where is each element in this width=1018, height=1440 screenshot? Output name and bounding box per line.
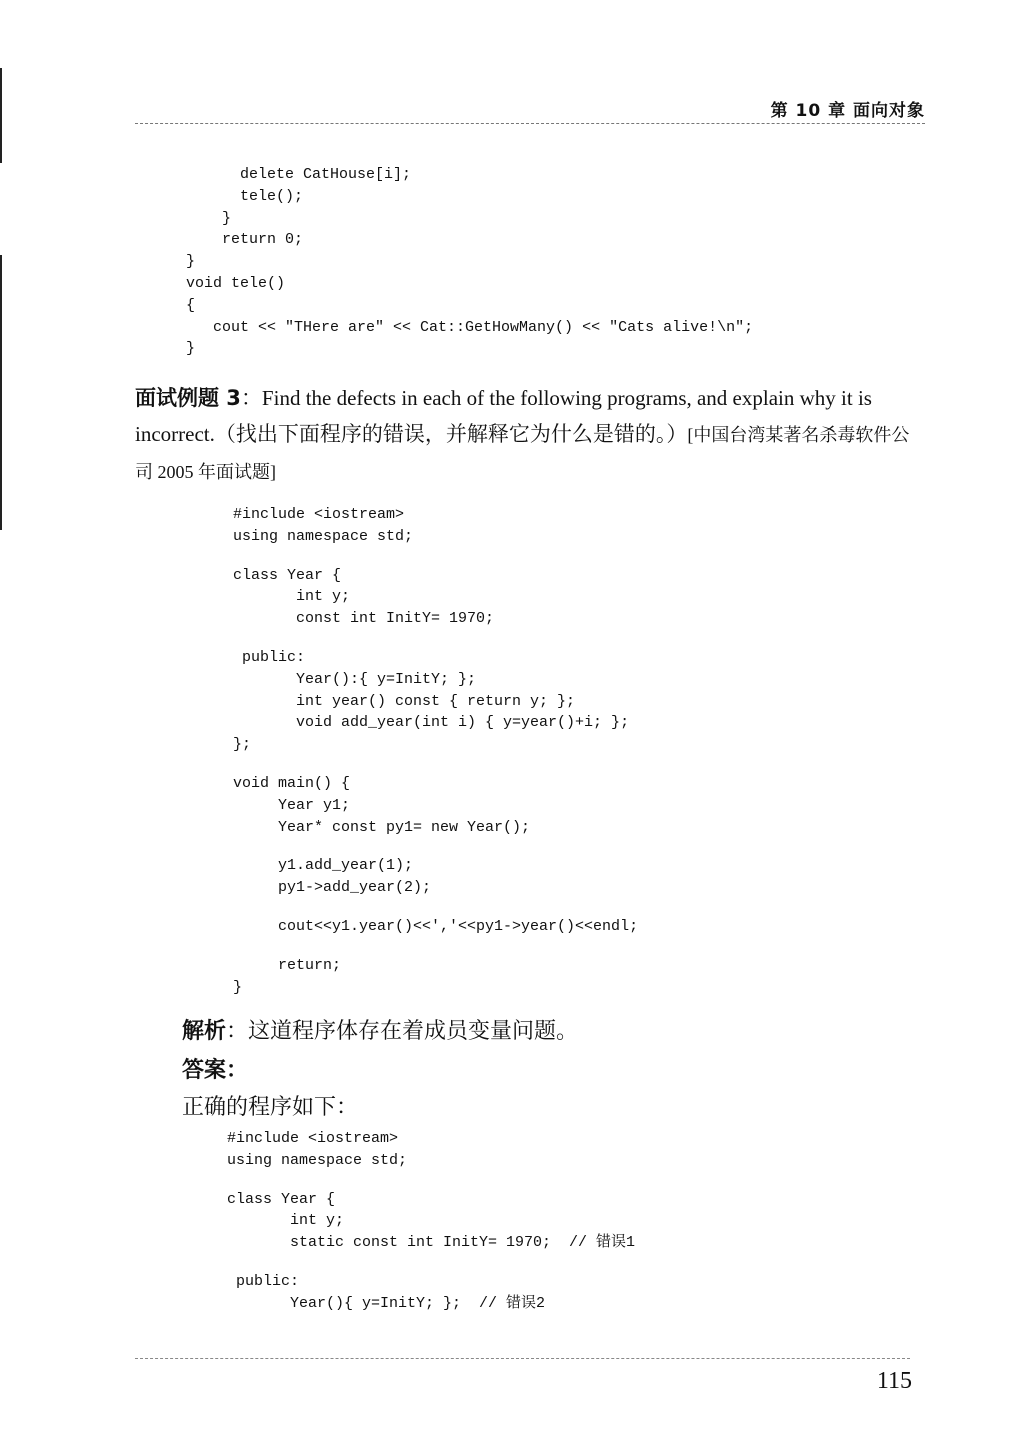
code-line: } <box>233 978 243 996</box>
code-line: delete CatHouse[i]; <box>186 166 412 183</box>
code-line: Year():{ y=InitY; }; <box>233 670 477 688</box>
code-line: }; <box>233 736 252 754</box>
code-line: void tele() <box>186 274 286 292</box>
code-line: tele(); <box>186 187 304 205</box>
code-line: } <box>186 340 196 358</box>
question-text: ：Find the defects in each of the following programs, and explain why it is incorrect.（找出下面程序的错误，并解释它为什么是错的。） <box>135 386 872 446</box>
code-line: Year(){ y=InitY; }; // 错误2 <box>227 1294 546 1312</box>
code-line: void main() { <box>233 774 351 792</box>
code-line: return 0; <box>186 231 304 249</box>
code-line: class Year { <box>227 1190 336 1208</box>
code-line: { <box>186 296 196 314</box>
code-block-answer <box>227 1128 635 1315</box>
analysis-paragraph <box>182 1014 578 1045</box>
code-line: cout << "THere are" << Cat::GetHowMany() << "Cats alive!\n"; <box>186 318 754 336</box>
code-gap <box>233 756 638 773</box>
footer-rule <box>135 1358 910 1359</box>
margin-mark-top <box>0 68 2 163</box>
code-block-question <box>233 504 638 998</box>
question-label: 面试例题 3 <box>135 386 241 410</box>
code-line: #include <iostream> <box>233 506 405 523</box>
margin-mark-mid <box>0 255 2 530</box>
code-line: static const int InitY= 1970; // 错误1 <box>227 1234 636 1252</box>
code-block-top <box>186 164 753 360</box>
code-gap <box>233 938 638 955</box>
code-gap <box>227 1254 635 1271</box>
correct-intro: 正确的程序如下： <box>182 1095 359 1120</box>
code-gap <box>233 899 638 916</box>
code-line: int y; <box>227 1212 345 1230</box>
code-line: return; <box>233 956 342 974</box>
code-line: y1.add_year(1); <box>233 857 414 875</box>
code-line: int year() const { return y; }; <box>233 692 576 710</box>
code-line: class Year { <box>233 566 342 584</box>
code-line: Year y1; <box>233 796 351 814</box>
code-line: } <box>186 253 196 271</box>
analysis-label: 解析 <box>182 1019 227 1044</box>
running-header: 第 10 章 面向对象 <box>770 101 925 121</box>
code-line: #include <iostream> <box>227 1130 399 1147</box>
interview-question <box>135 380 925 490</box>
code-gap <box>233 838 638 855</box>
code-line: using namespace std; <box>233 527 414 545</box>
code-gap <box>227 1172 635 1189</box>
code-line: const int InitY= 1970; <box>233 610 495 628</box>
code-line: void add_year(int i) { y=year()+i; }; <box>233 714 630 732</box>
code-gap <box>233 630 638 647</box>
answer-label: 答案： <box>182 1058 249 1083</box>
code-line: cout<<y1.year()<<','<<py1->year()<<endl; <box>233 917 639 935</box>
code-line: } <box>186 209 232 227</box>
code-line: public: <box>233 648 306 666</box>
analysis-text: ：这道程序体存在着成员变量问题。 <box>226 1019 579 1044</box>
code-gap <box>233 548 638 565</box>
question-source: [中国台湾某著名杀毒软件公司 2005 年面试题] <box>135 425 910 482</box>
code-line: py1->add_year(2); <box>233 879 432 897</box>
code-line: using namespace std; <box>227 1151 408 1169</box>
code-line: Year* const py1= new Year(); <box>233 818 531 836</box>
page-number: 115 <box>876 1368 912 1394</box>
code-line: public: <box>227 1272 300 1290</box>
code-line: int y; <box>233 588 351 606</box>
header-rule <box>135 123 925 124</box>
